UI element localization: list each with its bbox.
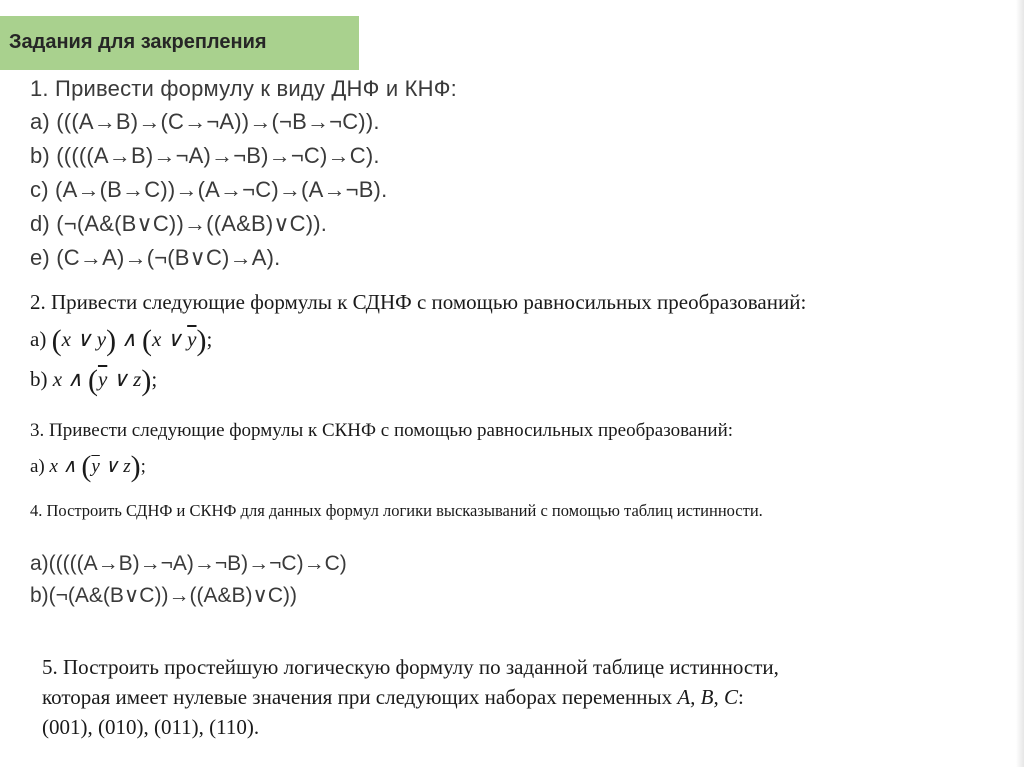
task3-heading: 3. Привести следующие формулы к СКНФ с помощью равносильных преобразований: <box>30 420 734 441</box>
task3-a-rest: ∨ z <box>99 456 131 477</box>
task5-colon: : <box>738 685 744 709</box>
task2-b-ybar: $\overline{y}$ <box>97 367 108 391</box>
task1-item-e: e) (C→A)→(¬(B∨C)→A). <box>30 245 281 270</box>
task1-item-b: b) (((((A→B)→¬A)→¬B)→¬C)→C). <box>30 143 380 168</box>
task1-heading: 1. Привести формулу к виду ДНФ и КНФ: <box>30 76 457 101</box>
task3-a-ybar: $\overline{y}$ <box>91 456 100 477</box>
task2-b-x: x ∧ <box>52 367 88 391</box>
task4-heading: 4. Построить СДНФ и СКНФ для данных формул логики высказываний с помощью таблиц истинности. <box>30 501 763 520</box>
task5-line2-text: которая имеет нулевые значения при следующих наборах переменных <box>42 685 678 709</box>
task5-line2 <box>42 685 744 710</box>
task3-a-end: ; <box>140 456 146 477</box>
task3-a-label: a) <box>30 456 45 477</box>
task5-line3: (001), (010), (011), (110). <box>42 715 260 739</box>
task2-a-ybar: $\overline{y}$ <box>187 327 197 351</box>
task1-item-d: d) (¬(A&(B∨C))→((A&B)∨C)). <box>30 211 328 236</box>
task2-formula-a: a) (x ∨ y) ∧ (x ∨ $\overline{y}$); <box>30 324 213 357</box>
slide-title: Задания для закрепления <box>9 31 267 53</box>
task2-a-group2-x: x ∨ <box>151 327 188 351</box>
task4-item-b: b)(¬(A&(B∨C))→((A&B)∨C)) <box>30 584 297 607</box>
task2-b-rest: ∨ z <box>107 367 142 391</box>
task5-line1: 5. Построить простейшую логическую формулу по заданной таблице истинности, <box>42 655 779 679</box>
task3-formula-a: a) x ∧ ($\overline{y}$ ∨ z); <box>30 450 146 483</box>
task2-a-and: ∧ <box>116 327 142 351</box>
task1-item-c: c) (A→(B→C))→(A→¬C)→(A→¬B). <box>30 177 388 202</box>
task2-formula-b: b) x ∧ ($\overline{y}$ ∨ z); <box>30 364 158 397</box>
task1-item-a: a) (((A→B)→(C→¬A))→(¬B→¬C)). <box>30 109 380 134</box>
task4-item-a: a)(((((A→B)→¬A)→¬B)→¬C)→C) <box>30 552 347 575</box>
task2-heading: 2. Привести следующие формулы к СДНФ с помощью равносильных преобразований: <box>30 290 807 314</box>
title-banner <box>0 16 359 70</box>
task2-b-end: ; <box>151 367 158 391</box>
task2-a-label: a) <box>30 327 47 351</box>
task2-a-group1: x ∨ y <box>61 327 107 351</box>
slide-edge-shadow <box>1016 0 1024 767</box>
task5-vars: A, B, C <box>677 685 738 709</box>
task3-a-x: x ∧ <box>49 456 82 477</box>
task2-b-label: b) <box>30 367 48 391</box>
task2-a-end: ; <box>206 327 213 351</box>
